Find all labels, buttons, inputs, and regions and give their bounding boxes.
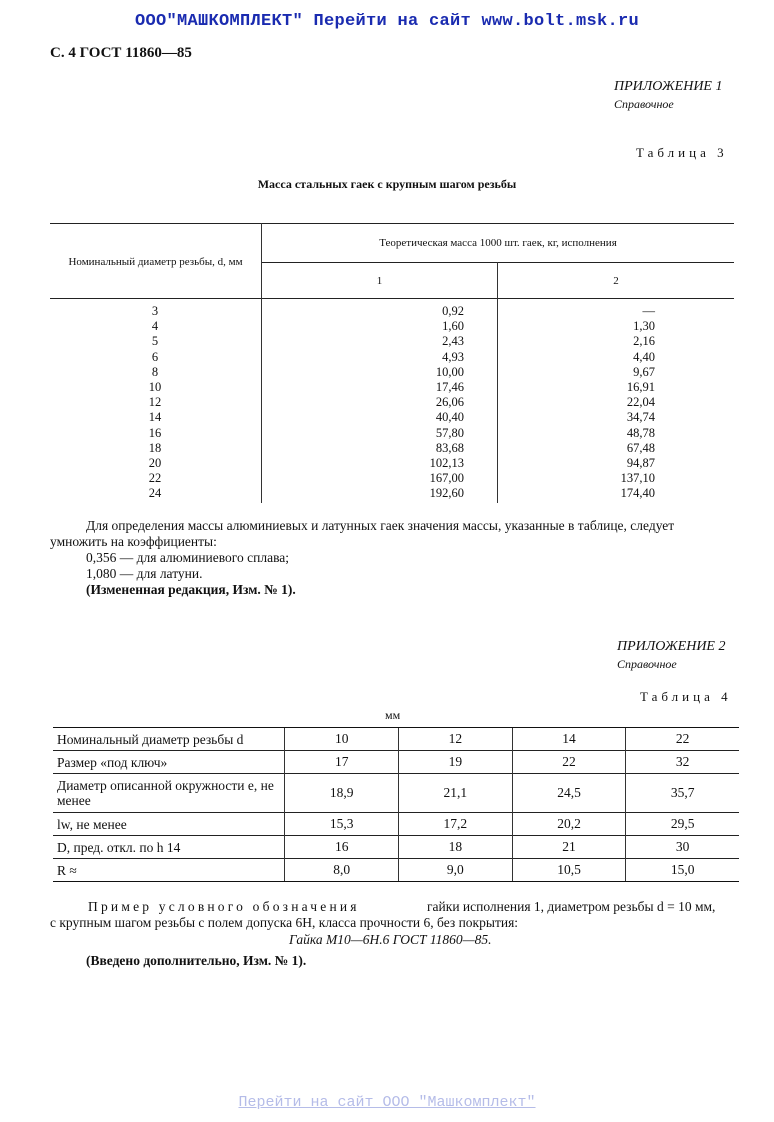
table3-mass-2: 9,67 [633,364,655,379]
table4-cell: 32 [626,751,739,774]
table4-row [53,836,739,859]
table3-mass-2: 67,48 [626,440,655,455]
table3-row [50,334,734,349]
table3-mass-1: 57,80 [435,425,464,440]
table3-mass-2: 94,87 [626,455,655,470]
table3-header-rule [50,298,734,299]
note1-line2: умножить на коэффициенты: [50,534,217,549]
table3-col1-header: Номинальный диаметр резьбы, d, мм [68,256,243,268]
table3-diameter: 3 [151,304,159,318]
table3-mass-2: 4,40 [633,349,655,364]
table4-cell: 35,7 [626,774,739,813]
table4-cell: 22 [626,728,739,751]
table4-row [53,751,739,774]
table3-mass-1: 83,68 [435,440,464,455]
table4-cell: 17,2 [399,813,513,836]
table4 [53,727,739,882]
table4-cell: 8,0 [285,859,399,882]
table3-row [50,486,734,501]
table3-mass-2: 137,10 [620,471,655,486]
table3-row [50,441,734,456]
table3-mass-1: 167,00 [429,471,464,486]
table4-cell: 30 [626,836,739,859]
table4-cell: 21 [512,836,626,859]
table3-body [50,304,734,501]
table3-diameter: 6 [151,349,159,364]
table4-row [53,813,739,836]
example-lead: Пример условного обозначения [88,899,360,914]
table4-row [53,774,739,813]
example-line2: с крупным шагом резьбы с полем допуска 6H, класса прочности 6, без покрытия: [50,915,519,930]
table3-mass-1: 1,60 [442,319,464,334]
table3-mass-2: 1,30 [633,319,655,334]
table4-cell: 20,2 [512,813,626,836]
table4-cell: 17 [285,751,399,774]
table4-cell: 15,0 [626,859,739,882]
table3-mass-2: 174,40 [620,486,655,501]
table4-cell: 10 [285,728,399,751]
table3-number: Таблица 3 [636,145,728,160]
table3-row [50,350,734,365]
table4-number: Таблица 4 [640,689,732,704]
table4-row-label: Диаметр описанной окружности e, не менее [53,774,285,813]
table3-group-rule [262,262,734,263]
table3-diameter: 4 [151,319,159,334]
table4-cell: 18 [399,836,513,859]
table4-row-label: R ≈ [53,859,285,882]
table3-row [50,319,734,334]
table3-mass-1: 26,06 [435,395,464,410]
table3-row [50,365,734,380]
table3-mass-2: 48,78 [626,425,655,440]
table4-cell: 29,5 [626,813,739,836]
table3-mass-2: 34,74 [626,410,655,425]
table3-diameter: 18 [148,440,162,455]
example-designation: Гайка М10—6Н.6 ГОСТ 11860—85. [289,932,492,947]
bottom-site-link[interactable]: Перейти на сайт ООО "Машкомплект" [238,1094,536,1111]
table3-row [50,380,734,395]
table3-sub1-header: 1 [376,275,383,287]
table3-diameter: 22 [148,471,162,486]
example-amendment: (Введено дополнительно, Изм. № 1). [86,953,307,968]
table3-diameter: 8 [151,364,159,379]
table3-top-rule [50,223,734,224]
appendix1-title: ПРИЛОЖЕНИЕ 1 [614,79,723,94]
table3-row [50,304,734,319]
table3-mass-1: 192,60 [429,486,464,501]
table3-mass-2: 2,16 [633,334,655,349]
table3-row [50,471,734,486]
table4-unit: мм [385,708,401,722]
table3-mass-2: — [642,304,655,318]
table3-row [50,410,734,425]
table4-cell: 21,1 [399,774,513,813]
table3-title: Масса стальных гаек с крупным шагом резьбы [257,177,517,191]
note1-line4: 1,080 — для латуни. [86,566,203,581]
table3-diameter: 5 [151,334,159,349]
table3-mass-2: 22,04 [626,395,655,410]
table4-cell: 18,9 [285,774,399,813]
table3-diameter: 14 [148,410,162,425]
table3-diameter: 24 [148,486,162,501]
table3-diameter: 16 [148,425,162,440]
table4-row [53,859,739,882]
top-site-link[interactable]: ООО"МАШКОМПЛЕКТ" Перейти на сайт www.bolt.msk.ru [134,12,640,31]
table4-cell: 14 [512,728,626,751]
table3-group-header: Теоретическая масса 1000 шт. гаек, кг, исполнения [379,237,617,249]
table4-cell: 15,3 [285,813,399,836]
table3-row [50,456,734,471]
table4-cell: 24,5 [512,774,626,813]
table3-mass-1: 2,43 [442,334,464,349]
table3-row [50,426,734,441]
table4-cell: 16 [285,836,399,859]
note1-line1: Для определения массы алюминиевых и латунных гаек значения массы, указанные в таблице, следует [86,518,675,533]
appendix2-title: ПРИЛОЖЕНИЕ 2 [617,639,726,654]
table3-sub2-header: 2 [613,275,619,287]
table4-cell: 10,5 [512,859,626,882]
appendix1-subtitle: Справочное [614,97,674,111]
note1-amendment: (Измененная редакция, Изм. № 1). [86,582,296,597]
table4-cell: 12 [399,728,513,751]
table4-row [53,728,739,751]
table4-cell: 22 [512,751,626,774]
table3-diameter: 12 [148,395,162,410]
table3-row [50,395,734,410]
table4-cell: 19 [399,751,513,774]
table3-mass-2: 16,91 [626,379,655,394]
note1-line3: 0,356 — для алюминиевого сплава; [86,550,290,565]
table3-mass-1: 10,00 [435,364,464,379]
table4-row-label: D, пред. откл. по h 14 [53,836,285,859]
table3-mass-1: 40,40 [435,410,464,425]
table4-cell: 9,0 [399,859,513,882]
table3-mass-1: 17,46 [435,379,464,394]
table4-row-label: Размер «под ключ» [53,751,285,774]
appendix2-subtitle: Справочное [617,657,677,671]
table3-mass-1: 0,92 [442,304,464,318]
page-header: С. 4 ГОСТ 11860—85 [50,45,192,61]
table3-diameter: 10 [148,379,162,394]
table4-row-label: lw, не менее [53,813,285,836]
table3-mass-1: 4,93 [442,349,464,364]
table3-diameter: 20 [148,455,162,470]
example-line1: гайки исполнения 1, диаметром резьбы d = 10 мм, [427,899,716,914]
table4-row-label: Номинальный диаметр резьбы d [53,728,285,751]
table3-mass-1: 102,13 [429,455,464,470]
